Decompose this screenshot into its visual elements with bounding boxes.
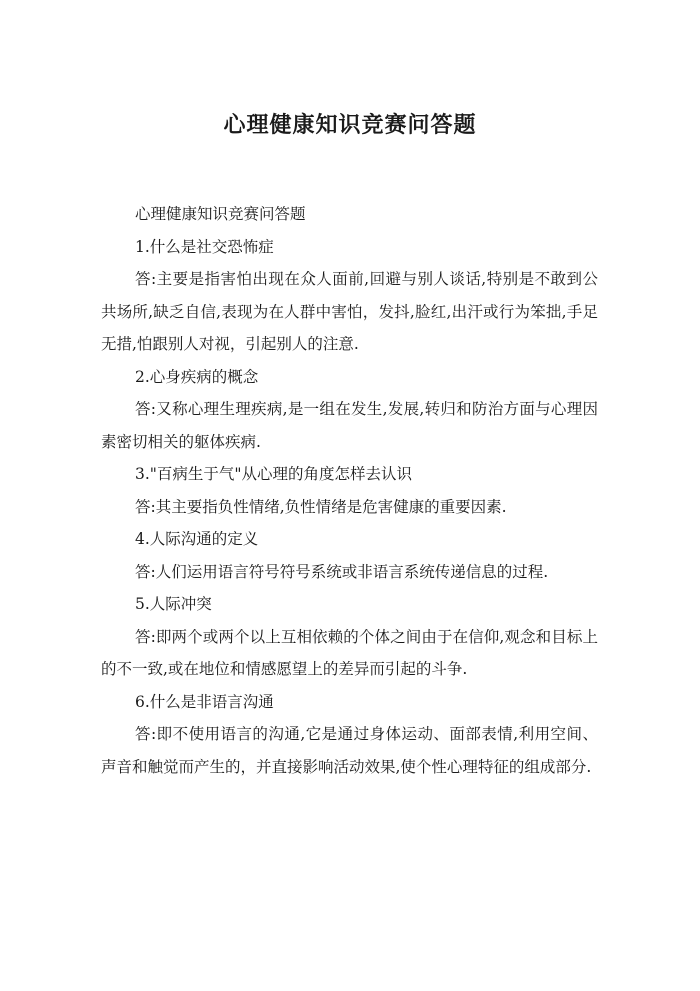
document-body: [101, 198, 598, 783]
page-title: 心理健康知识竞赛问答题: [223, 113, 477, 138]
answer-1: 答:主要是指害怕出现在众人面前,回避与别人谈话,特别是不敢到公共场所,缺乏自信,表现为在人群中害怕，发抖,脸红,出汗或行为笨拙,手足无措,怕跟别人对视，引起别人的注意.: [101, 270, 598, 353]
question-1: 1.什么是社交恐怖症: [135, 237, 274, 256]
answer-4: 答:人们运用语言符号符号系统或非语言系统传递信息的过程.: [135, 562, 549, 581]
answer-3: 答:其主要指负性情绪,负性情绪是危害健康的重要因素.: [135, 497, 507, 516]
question-5: 5.人际冲突: [135, 595, 212, 613]
answer-2: 答:又称心理生理疾病,是一组在发生,发展,转归和防治方面与心理因素密切相关的躯体疾病.: [101, 400, 598, 451]
section-heading: 心理健康知识竞赛问答题: [135, 205, 306, 223]
question-3: 3."百病生于气"从心理的角度怎样去认识: [135, 465, 413, 483]
question-4: 4.人际沟通的定义: [135, 530, 259, 548]
question-2: 2.心身疾病的概念: [135, 367, 259, 386]
answer-5: 答:即两个或两个以上互相依赖的个体之间由于在信仰,观念和目标上的不一致,或在地位和情感愿望上的差异而引起的斗争.: [101, 627, 598, 678]
answer-6: 答:即不使用语言的沟通,它是通过身体运动、面部表情,利用空间、声音和触觉而产生的，并直接影响活动效果,使个性心理特征的组成部分.: [101, 725, 598, 776]
question-6: 6.什么是非语言沟通: [135, 692, 274, 711]
